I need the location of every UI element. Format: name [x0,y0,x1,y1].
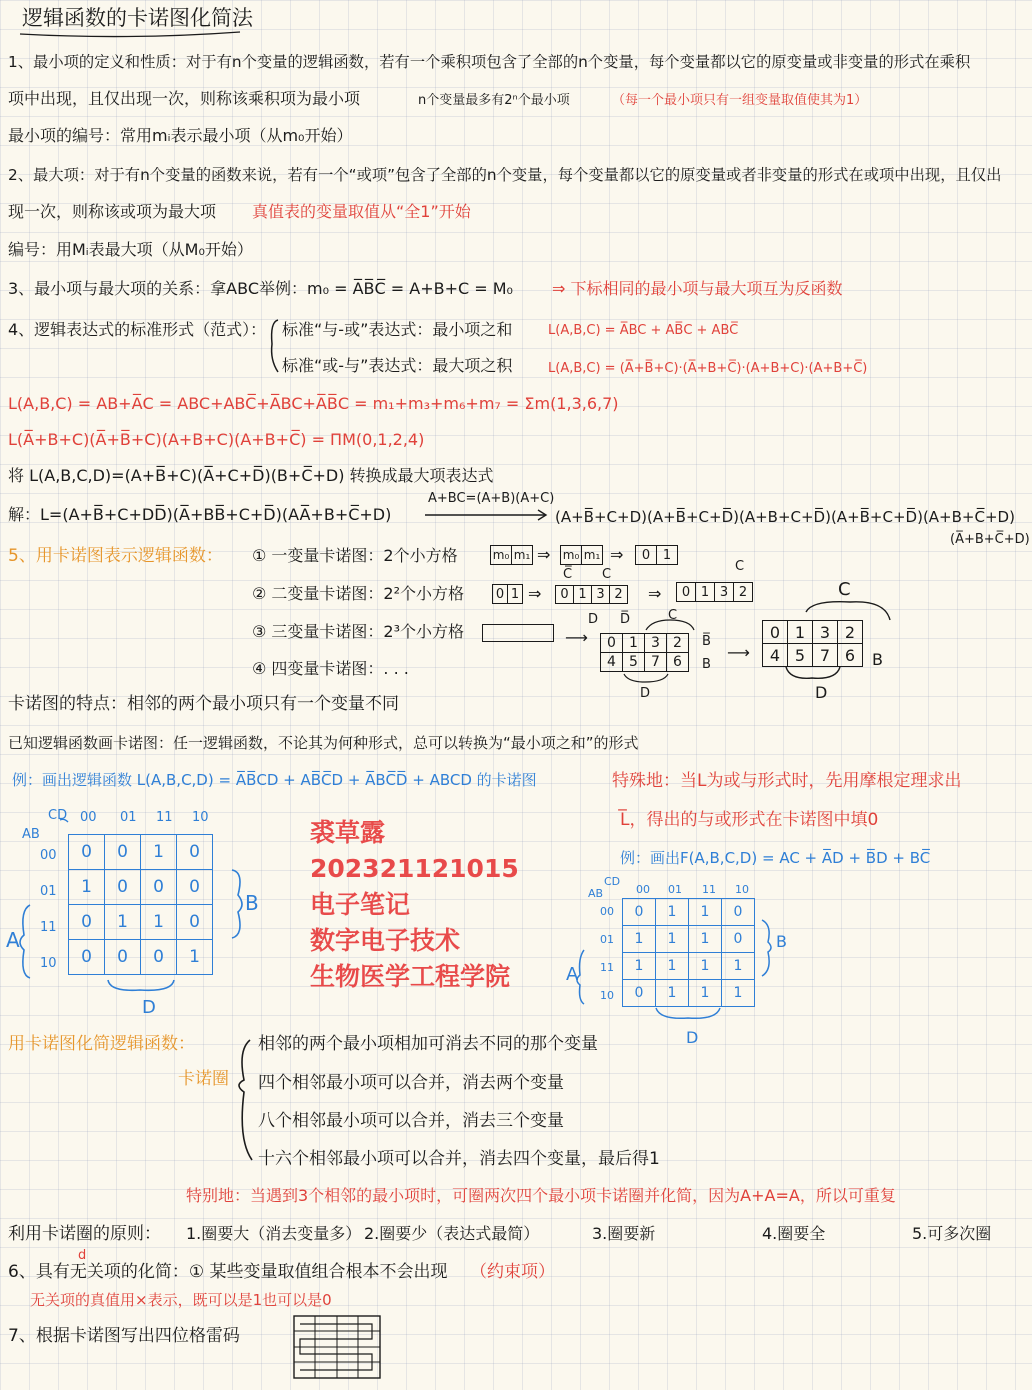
solution-line: 解：L=(A+B̅+C+DD̅)(A̅+BB̅+C+D̅)(AA̅+B+C̅+D) [8,505,392,524]
watermark-school: 生物医学工程学院 [310,962,511,991]
kmap-col-label: 00 [80,810,97,825]
kmap-row-label: 10 [40,956,57,971]
kmap-cell: 0 [141,940,177,975]
minterm-sum-eq: L(A,B,C) = AB+A̅C = ABC+ABC̅+A̅BC+A̅B̅C = m₁+m₃+m₆+m₇ = Σm(1,3,6,7) [8,394,619,413]
kmap-one-var: ① 一变量卡诺图：2个小方格 [252,546,458,565]
watermark-note: 电子笔记 [310,890,411,919]
kmap-row-label: 11 [40,920,57,935]
kmap-cell: 7 [813,644,838,667]
kmap-cell: 1 [508,585,523,604]
minterm-red-note: （每一个最小项只有一组变量取值使其为1） [612,93,868,108]
kmap-col-label: 01 [668,883,682,896]
example-left-cd: CD [48,808,68,823]
kmap-three-var: ③ 三变量卡诺图：2³个小方格 [252,622,465,641]
example-right-cd: CD [604,875,621,888]
watermark-name: 裘草露 [310,818,386,847]
kmap-cell: 1 [141,905,177,940]
kmap-cell: 1 [657,546,678,565]
maxterm-numbering: 编号：用Mᵢ表最大项（从M₀开始） [8,240,253,259]
example-right-title: 例：画出F(A,B,C,D) = AC + A̅D + B̅D + BC̅ [620,849,931,867]
kmap-cell: 2 [734,583,753,602]
minterm-numbering: 最小项的编号：常用mᵢ表示最小项（从m₀开始） [8,126,353,145]
example-left-ab: AB [22,827,40,842]
kmap-cell: 5 [788,644,813,667]
kmap-cell: 1 [656,926,689,953]
kmap-row-label: 01 [40,884,57,899]
principle-head: 利用卡诺圈的原则： [8,1224,161,1244]
kmap-cell: 0 [623,980,656,1007]
simplify-rule-1: 相邻的两个最小项相加可消去不同的那个变量 [258,1034,598,1054]
kmap-cell: 1 [689,953,722,980]
implies-arrow: ⟶ [727,643,750,662]
simplify-rule-4: 十六个相邻最小项可以合并，消去四个变量，最后得1 [258,1149,660,1169]
example-right-label-a: A [566,964,579,985]
kmap-cell: 5 [623,653,645,672]
example-left-label-b: B [245,891,259,915]
sop-form: 标准“与-或”表达式：最小项之和 [282,320,513,339]
gray-code-line: 7、根据卡诺图写出四位格雷码 [8,1326,240,1346]
kmap-cell: 0 [556,586,574,604]
kmap-cell: 0 [177,870,213,905]
watermark-course: 数字电子技术 [310,926,461,955]
kmap-label-cbar: C̅ [563,567,573,582]
distributive-formula: A+BC=(A+B)(A+C) [428,491,555,506]
kmap-cell: 0 [105,835,141,870]
principle-2: 2.圈要少（表达式最简） [364,1224,540,1243]
kmap-cell: 1 [722,953,755,980]
example-right-label-d: D [686,1028,699,1047]
kmap-cell: 3 [813,621,838,644]
kmap-cell: 1 [105,905,141,940]
simplify-rule-2: 四个相邻最小项可以合并，消去两个变量 [258,1073,564,1093]
kmap-cell: m₀ [561,546,582,565]
kmap-label-b: B [702,657,711,672]
kmap-cell: m₀ [491,546,512,565]
minterm-def-line2: 项中出现，且仅出现一次，则称该乘积项为最小项 [8,89,361,108]
page-title: 逻辑函数的卡诺图化简法 [22,6,253,30]
kmap-cell: 1 [69,870,105,905]
kmap-cell: 0 [69,905,105,940]
kmap-cell: 3 [592,586,610,604]
simplify-special: 特别地：当遇到3个相邻的最小项时，可圈两次四个最小项卡诺圈并化简，因为A+A=A，所以可重复 [186,1186,896,1205]
implies-arrow: ⇒ [528,584,542,603]
implies-arrow: ⇒ [648,584,662,603]
kmap-four-var: ④ 四变量卡诺图：. . . [252,659,409,678]
example-right-ab: AB [588,887,604,900]
maxterm-red-note: 真值表的变量取值从“全1”开始 [252,202,471,221]
minterm-def-line1: 1、最小项的定义和性质：对于有n个变量的逻辑函数，若有一个乘积项包含了全部的n个变量，每个变量都以它的原变量或非变量的形式在乘积 [8,53,971,71]
kmap-cell: m₁ [582,546,603,565]
kmap-cell: 1 [689,899,722,926]
dont-care-line: 6、具有无关项的化简：① 某些变量取值组合根本不会出现 [8,1262,448,1282]
sop-example: L(A,B,C) = A̅BC + AB̅C + ABC̅ [548,323,739,338]
kmap-label-c: C [602,567,612,582]
kmap-cell: 2 [838,621,863,644]
kmap-row-label: 00 [40,848,57,863]
kmap-label-c: C [668,608,678,623]
kmap-cell: 0 [141,870,177,905]
kmap-cell: 0 [69,835,105,870]
pos-example: L(A,B,C) = (A̅+B̅+C)·(A̅+B+C̅)·(A+B+C)·(A+B+C̅) [548,361,868,376]
kmap-two-var: ② 二变量卡诺图：2²个小方格 [252,584,465,603]
kmap-cell: 0 [177,835,213,870]
principle-5: 5.可多次圈 [912,1224,992,1243]
kmap-col-label: 00 [636,883,650,896]
standard-form-head: 4、逻辑表达式的标准形式（范式）： [8,320,267,339]
watermark-id: 202321121015 [310,854,519,883]
kmap-cell: 1 [623,634,645,653]
kmap-label-bbar: B̅ [702,634,711,649]
principle-3: 3.圈要新 [592,1224,656,1243]
kmap-cell: 6 [838,644,863,667]
kmap-section-head: 5、用卡诺图表示逻辑函数： [8,546,223,566]
kmap-cell: 0 [177,905,213,940]
kmap-cell: 2 [667,634,689,653]
kmap-cell: 0 [677,583,696,602]
kmap-cell: 4 [601,653,623,672]
kmap-cell: 3 [645,634,667,653]
kmap-cell: 0 [623,899,656,926]
kmap-cell: 1 [141,835,177,870]
convert-task: 将 L(A,B,C,D)=(A+B̅+C)(A̅+C+D̅)(B+C̅+D) 转换成最大项表达式 [8,466,494,485]
kmap-cell: 2 [610,586,628,604]
kmap-cell: 7 [645,653,667,672]
kmap-cell: 1 [574,586,592,604]
special-note-line1: 特殊地：当L为或与形式时，先用摩根定理求出 [612,771,962,791]
maxterm-product-eq: L(A̅+B+C)(A̅+B̅+C)(A+B+C)(A+B+C̅) = ΠM(0,1,2,4) [8,430,425,449]
example-left-label-a: A [6,928,20,952]
kmap-cell: 1 [623,953,656,980]
kmap-cell: 0 [722,899,755,926]
kmap-row-label: 00 [600,905,614,918]
kmap-cell: 1 [788,621,813,644]
kmap-cell: 4 [763,644,788,667]
dont-care-sub: 无关项的真值用×表示，既可以是1也可以是0 [30,1291,332,1309]
dont-care-red: （约束项） [470,1262,555,1282]
insertion-mark: d [78,1248,87,1263]
kmap-col-label: 01 [120,810,137,825]
simplify-rule-3: 八个相邻最小项可以合并，消去三个变量 [258,1111,564,1131]
example-right-label-b: B [776,932,787,951]
kmap-cell: 3 [715,583,734,602]
kmap-cell: 0 [636,546,657,565]
kmap-label-d: D [815,683,828,702]
kmap-row-label: 01 [600,933,614,946]
kmap-cell: 0 [493,585,508,604]
relation-red-note: ⇒ 下标相同的最小项与最大项互为反函数 [552,279,843,298]
relation-line: 3、最小项与最大项的关系：拿ABC举例：m₀ = A̅B̅C̅ = A+B+C = M₀ [8,279,513,298]
kmap-label-d: D [588,612,599,627]
solution-result-cont: (A̅+B+C̅+D) [950,532,1030,547]
kmap-label-dbar: D̅ [620,612,631,627]
kmap-cell: 1 [696,583,715,602]
kmap-cell: m₁ [512,546,533,565]
kmap-col-label: 11 [702,883,716,896]
kmap-cell: 1 [689,926,722,953]
kmap-from-function: 已知逻辑函数画卡诺图：任一逻辑函数，不论其为何种形式，总可以转换为“最小项之和”的形式 [8,734,639,752]
kmap-cell: 1 [177,940,213,975]
kmap-cell: 1 [656,899,689,926]
kmap-cell: 6 [667,653,689,672]
kmap-cell: 0 [722,926,755,953]
kmap-cell: 1 [689,980,722,1007]
kmap-cell: 0 [601,634,623,653]
kmap-cell: 1 [656,953,689,980]
kmap-feature: 卡诺图的特点：相邻的两个最小项只有一个变量不同 [8,694,399,714]
solution-result: (A+B̅+C+D)(A+B̅+C+D̅)(A+B+C+D̅)(A+B̅+C+D̅)(A+B+C̅+D) [555,508,1015,526]
kmap-label-b: B [872,650,883,669]
implies-arrow: ⇒ [537,545,551,564]
special-note-line2: L̅，得出的与或形式在卡诺图中填0 [620,810,879,830]
principle-4: 4.圈要全 [762,1224,826,1243]
pos-form: 标准“或-与”表达式：最大项之积 [282,356,513,375]
kmap-col-label: 10 [735,883,749,896]
kmap-cell: 0 [763,621,788,644]
implies-arrow: ⇒ [610,545,624,564]
kmap-cell: 1 [656,980,689,1007]
kmap-label-c: C [838,579,851,600]
kmap-cell: 0 [105,940,141,975]
kmap-cell: 1 [722,980,755,1007]
kmap-col-label: 10 [192,810,209,825]
kmap-label-d: D [640,686,651,701]
kmap-row-label: 11 [600,961,614,974]
implies-arrow: ⟶ [565,628,588,647]
maxterm-def-line1: 2、最大项：对于有n个变量的函数来说，若有一个“或项”包含了全部的n个变量，每个变量都以它的原变量或者非变量的形式在或项中出现，且仅出 [8,166,1002,184]
kmap-row-label: 10 [600,989,614,1002]
example-left-title: 例：画出逻辑函数 L(A,B,C,D) = A̅B̅CD + AB̅C̅D + A̅BC̅D̅ + ABCD 的卡诺图 [12,771,537,789]
kmap-col-label: 11 [156,810,173,825]
minterm-count-note: n个变量最多有2ⁿ个最小项 [418,93,570,108]
kmap-cell: 1 [623,926,656,953]
kmap-circle-label: 卡诺圈 [178,1069,229,1089]
kmap-cell: 0 [69,940,105,975]
principle-1: 1.圈要大（消去变量多） [186,1224,362,1243]
simplify-head: 用卡诺图化简逻辑函数： [8,1034,195,1054]
maxterm-def-line2: 现一次，则称该或项为最大项 [8,202,217,221]
example-left-label-d: D [142,997,156,1018]
kmap-cell: 0 [105,870,141,905]
kmap-label-c: C [735,559,745,574]
